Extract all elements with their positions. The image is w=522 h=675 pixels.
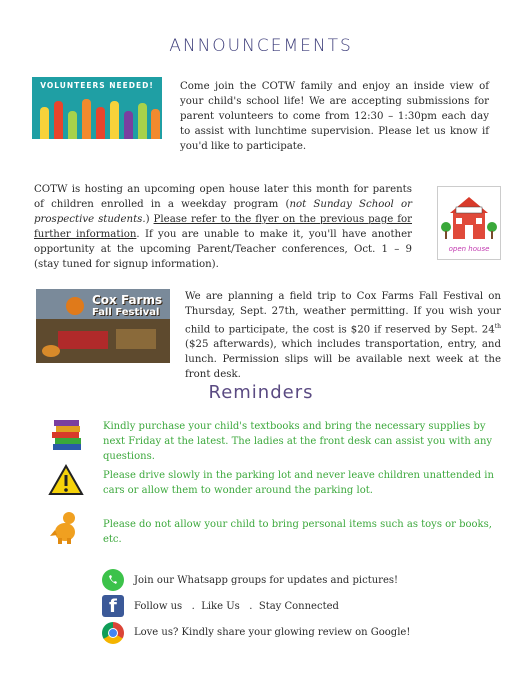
- whatsapp-link[interactable]: Join our Whatsapp groups for updates and pictures!: [134, 575, 399, 586]
- google-chrome-icon[interactable]: [102, 622, 124, 644]
- toy-dinosaur-icon: [50, 508, 80, 544]
- fall-festival-title: Fall Festival: [92, 307, 160, 318]
- reminder-textbooks-text: Kindly purchase your child's textbooks and bring the necessary supplies by next Friday at the latest. The ladies at the front desk can assist you with any questions.: [103, 421, 493, 462]
- reminder-parking-text: Please drive slowly in the parking lot and never leave children unattended in cars or allow them to wonder around the parking lot.: [103, 470, 494, 496]
- reminder-toys-text: Please do not allow your child to bring personal items such as toys or books, etc.: [103, 519, 492, 545]
- reminders-title: Reminders: [208, 382, 314, 403]
- facebook-icon[interactable]: f: [102, 595, 124, 617]
- raised-hand-shape: [54, 101, 63, 139]
- volunteers-needed-image: [32, 77, 162, 139]
- volunteers-paragraph: Come join the COTW family and enjoy an inside view of your child's school life! We are accepting submissions for parent volunteers to come from 12:30 – 1:30pm each day to assist with lunchtime supervision. Please let us know if you'd like to participate.: [180, 81, 489, 152]
- raised-hand-shape: [110, 101, 119, 139]
- raised-hand-shape: [138, 103, 147, 139]
- books-icon: [50, 418, 84, 452]
- field-trip-paragraph: We are planning a field trip to Cox Farms Fall Festival on Thursday, Sept. 27th, weather permitting. If you wish your child to participate, the cost is $20 if reserved by Sept. 24th ($25 afterwards), which includes transportation, entry, and lunch. Permission slips will be available next week at the front desk.: [185, 291, 501, 381]
- whatsapp-icon[interactable]: [102, 569, 124, 591]
- raised-hand-shape: [40, 107, 49, 139]
- volunteers-needed-label: VOLUNTEERS NEEDED!: [40, 81, 154, 90]
- warning-sign-icon: [48, 463, 84, 499]
- page-title: ANNOUNCEMENTS: [169, 36, 353, 56]
- open-house-caption: open house: [448, 245, 490, 253]
- open-house-image: [437, 186, 501, 260]
- facebook-link[interactable]: Follow us . Like Us . Stay Connected: [134, 601, 339, 612]
- raised-hand-shape: [96, 107, 105, 139]
- open-house-paragraph: COTW is hosting an upcoming open house later this month for parents of children enrolled in a weekday program (not Sunday School or prospective students.) Please refer to the flyer on the previous page for further information. If you are unable to make it, you'll have another opportunity at the upcoming Parent/Teacher conferences, Oct. 1 – 9 (stay tuned for signup information).: [34, 184, 412, 270]
- raised-hand-shape: [68, 111, 77, 139]
- flyer-reference-link: Please refer to the flyer on the previous page for further information: [34, 214, 412, 240]
- google-review-link[interactable]: Love us? Kindly share your glowing review on Google!: [134, 627, 411, 638]
- raised-hand-shape: [82, 99, 91, 139]
- cox-farms-image: [36, 289, 170, 363]
- cox-farms-title: Cox Farms: [92, 293, 163, 307]
- raised-hand-shape: [151, 109, 160, 139]
- raised-hand-shape: [124, 111, 133, 139]
